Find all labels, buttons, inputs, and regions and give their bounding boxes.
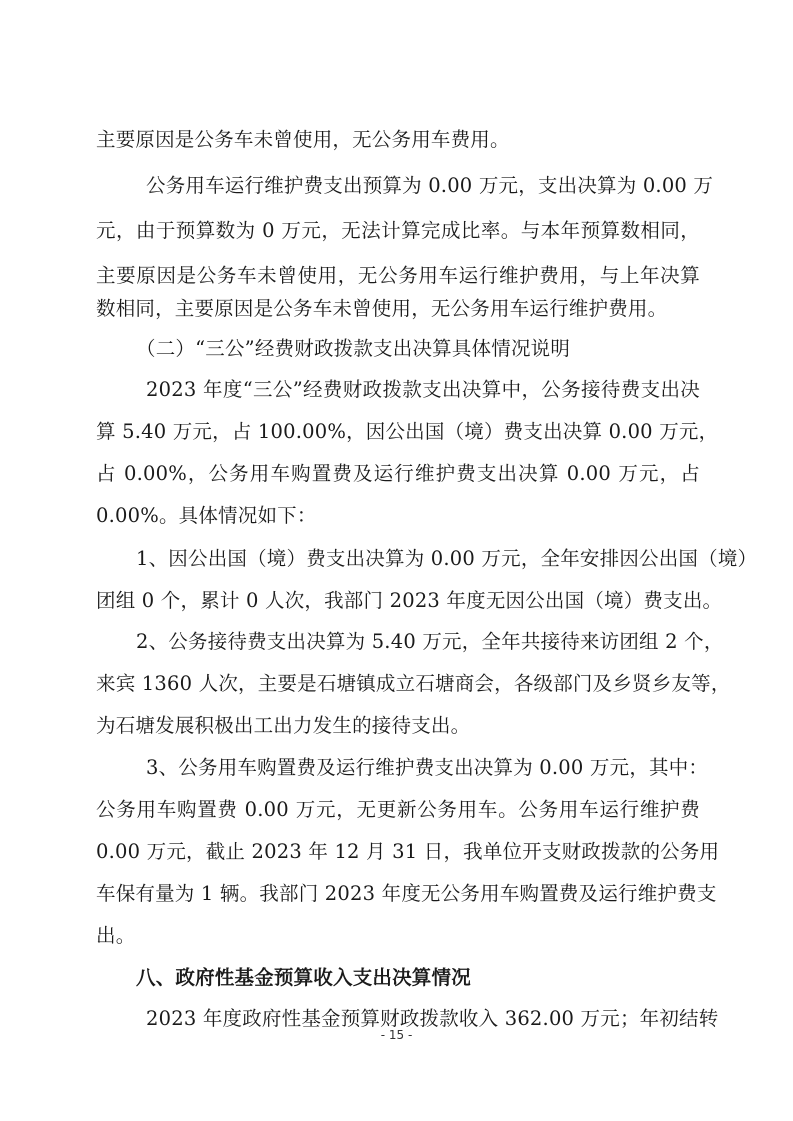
section-heading: 八、政府性基金预算收入支出决算情况 xyxy=(136,966,471,989)
page-number: - 15 - xyxy=(380,1028,413,1042)
paragraph-line: 0.00%。具体情况如下： xyxy=(96,504,317,527)
paragraph-line: 2023 年度“三公”经费财政拨款支出决算中，公务接待费支出决 xyxy=(146,378,700,401)
paragraph-line: 元，由于预算数为 0 万元，无法计算完成比率。与本年预算数相同， xyxy=(96,219,700,242)
paragraph-line: 3、公务用车购置费及运行维护费支出决算为 0.00 万元，其中： xyxy=(146,756,709,779)
section-heading: （二）“三公”经费财政拨款支出决算具体情况说明 xyxy=(136,337,571,360)
paragraph-line: 主要原因是公务车未曾使用，无公务用车费用。 xyxy=(96,128,510,151)
paragraph-line: 算 5.40 万元，占 100.00%，因公出国（境）费支出决算 0.00 万元， xyxy=(96,420,719,443)
paragraph-line: 来宾 1360 人次，主要是石塘镇成立石塘商会，各级部门及乡贤乡友等， xyxy=(96,672,731,695)
paragraph-line: 1、因公出国（境）费支出决算为 0.00 万元，全年安排因公出国（境） xyxy=(136,547,758,570)
paragraph-line: 车保有量为 1 辆。我部门 2023 年度无公务用车购置费及运行维护费支 xyxy=(96,882,717,905)
paragraph-line: 占 0.00%，公务用车购置费及运行维护费支出决算 0.00 万元，占 xyxy=(96,462,700,485)
paragraph-line: 0.00 万元，截止 2023 年 12 月 31 日，我单位开支财政拨款的公务用 xyxy=(96,840,720,863)
paragraph-line: 2、公务接待费支出决算为 5.40 万元，全年共接待来访团组 2 个， xyxy=(136,630,724,653)
paragraph-line: 团组 0 个，累计 0 人次，我部门 2023 年度无因公出国（境）费支出。 xyxy=(96,589,723,612)
paragraph-line: 公务用车购置费 0.00 万元，无更新公务用车。公务用车运行维护费 xyxy=(96,798,700,821)
paragraph-line: 2023 年度政府性基金预算财政拨款收入 362.00 万元；年初结转 xyxy=(146,1007,719,1030)
paragraph-line: 公务用车运行维护费支出预算为 0.00 万元，支出决算为 0.00 万 xyxy=(146,174,714,197)
paragraph-line: 出。 xyxy=(96,924,136,947)
paragraph-line: 数相同，主要原因是公务车未曾使用，无公务用车运行维护费用。 xyxy=(96,297,668,320)
paragraph-line: 主要原因是公务车未曾使用，无公务用车运行维护费用，与上年决算 xyxy=(96,264,700,287)
paragraph-line: 为石塘发展积极出工出力发生的接待支出。 xyxy=(96,714,471,737)
